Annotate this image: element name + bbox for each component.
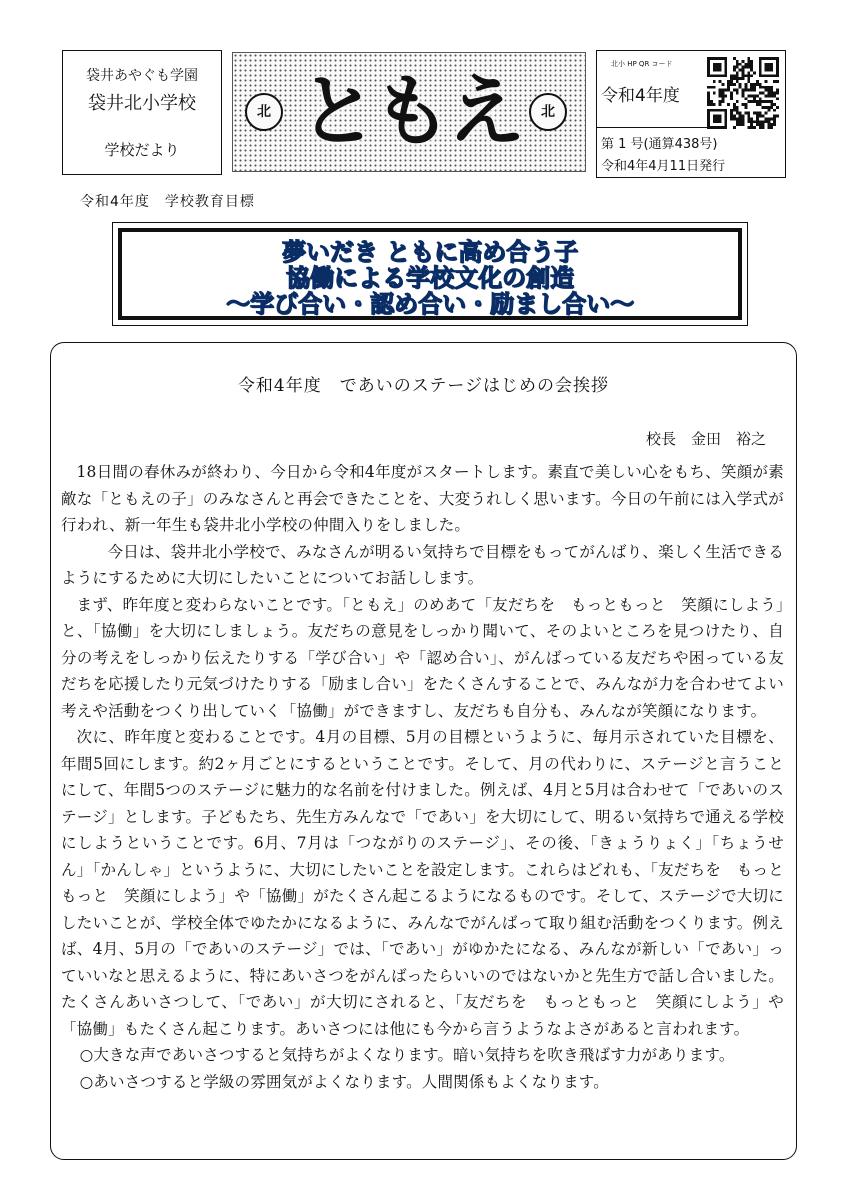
- issue-number: 第 1 号(通算438号): [601, 137, 718, 152]
- bullet-item: ○大きな声であいさつすると気持ちがよくなります。暗い気持ちを吹き飛ばす力があります。: [79, 1046, 735, 1064]
- body-paragraph: 今日は、袋井北小学校で、みなさんが明るい気持ちで目標をもってがんばり、楽しく生活できるようにするために大切にしたいことについてお話しします。: [61, 542, 784, 587]
- article-body: [61, 459, 784, 1095]
- info-divider: [597, 127, 709, 128]
- principal-greeting-article: [50, 342, 797, 1160]
- seal-glyph-right: 北: [541, 104, 555, 120]
- masthead: [232, 52, 586, 172]
- issue-date: 令和4年4月11日発行: [601, 159, 726, 174]
- bullet-item: ○あいさつすると学級の雰囲気がよくなります。人間関係もよくなります。: [79, 1072, 609, 1091]
- body-paragraph: まず、昨年度と変わらないことです。「ともえ」のめあて「友だちを もっともっと 笑顔にしよう」と、「協働」を大切にしましょう。友だちの意見をしっかり聞いて、そのよいところを見つけたり、自分の考えをしっかり伝えたりする「学び合い」や「認め合い」、がんばっている友だちや困っている友だちを応援したり元気づけたりする「励まし合い」をたくさんすることで、みんなが力を合わせてよい考えや活動をつくり出していく「協働」ができますし、友だちも自分も、みんなが笑顔になります。: [61, 595, 784, 720]
- masthead-title: ともえ: [298, 67, 521, 157]
- issue-year: 令和4年度: [601, 86, 680, 106]
- body-paragraph: 18日間の春休みが終わり、今日から令和4年度がスタートします。素直で美しい心をもち、笑顔が素敵な「ともえの子」のみなさんと再会できたことを、大変うれしく思います。今日の午前には入学式が行われ、新一年生も袋井北小学校の仲間入りをしました。: [61, 463, 784, 534]
- newsletter-type: 学校だより: [104, 141, 180, 159]
- qr-code-icon[interactable]: [707, 57, 779, 129]
- goal-line-3: ～学び合い・認め合い・励まし合い～: [226, 290, 634, 318]
- school-name: 袋井北小学校: [88, 93, 196, 114]
- article-author: 校長 金田 裕之: [645, 430, 766, 448]
- goal-line-2: 協働による学校文化の創造: [286, 264, 574, 292]
- goal-banner-inner: [118, 228, 742, 320]
- goal-label: 令和4年度 学校教育目標: [80, 194, 255, 210]
- body-paragraph: 次に、昨年度と変わることです。4月の目標、5月の目標というように、毎月示されていた目標を、年間5回にします。約2ヶ月ごとにするということです。そして、月の代わりに、ステージと言うことにして、年間5つのステージに魅力的な名前を付けました。例えば、4月と5月は合わせて「であいのステージ」とします。子どもたち、先生方みんなで「であい」を大切にして、明るい気持ちで通える学校にしようということです。6月、7月は「つながりのステージ」、その後、「きょうりょく」「ちょうせん」「かんしゃ」というように、大切にしたいことを設定します。これらはどれも、「友だちを もっともっと 笑顔にしよう」や「協働」がたくさん起こるようになるものです。そして、ステージで大切にしたいことが、学校全体でゆたかになるように、みんなでがんばって取り組む活動をつくります。例えば、4月、5月の「であいのステージ」では、「であい」がゆかたになる、みんなが新しい「であい」っていいなと思えるように、特にあいさつをがんばったらいいのではないかと先生方で話し合いました。たくさんあいさつして、「であい」が大切にされると、「友だちを もっともっと 笑顔にしよう」や「協働」もたくさん起こります。あいさつには他にも今から言うようなよさがあると言われます。: [61, 728, 784, 1038]
- article-title: 令和4年度 であいのステージはじめの会挨拶: [237, 376, 610, 396]
- issue-info-box: [596, 50, 786, 178]
- school-name-box: [62, 50, 222, 175]
- school-goal-banner: [112, 222, 748, 326]
- org-name: 袋井あやぐも学園: [86, 68, 198, 84]
- seal-glyph-left: 北: [257, 104, 271, 120]
- qr-caption: 北小 HP QR コード: [611, 60, 673, 68]
- goal-line-1: 夢いだき ともに高め合う子: [281, 238, 579, 266]
